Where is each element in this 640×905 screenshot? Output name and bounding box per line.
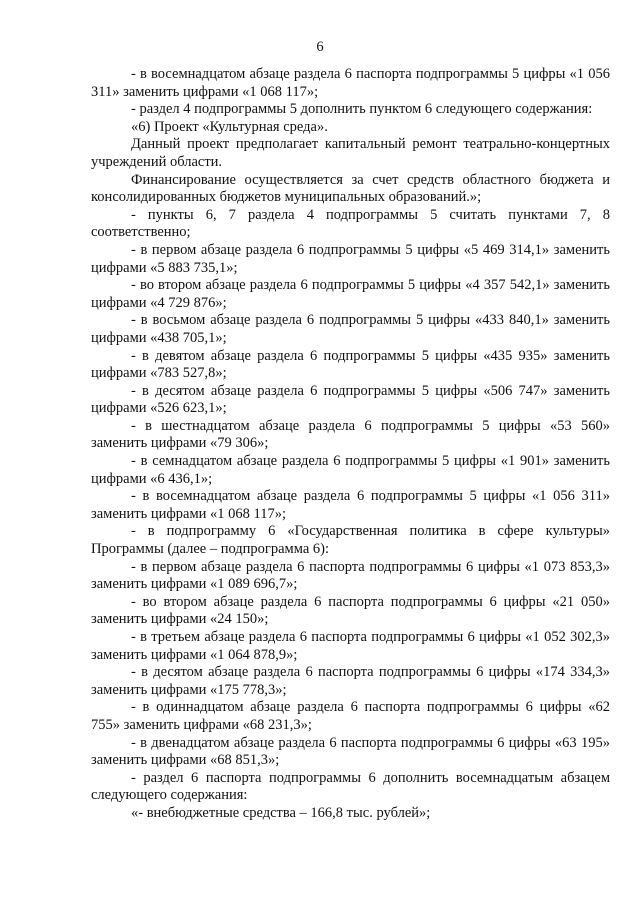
paragraph: - в первом абзаце раздела 6 паспорта подпрограммы 6 цифры «1 073 853,3» заменить цифрами «1 089 696,7»;: [91, 558, 610, 593]
paragraph: - в девятом абзаце раздела 6 подпрограммы 5 цифры «435 935» заменить цифрами «783 527,8»;: [91, 347, 610, 382]
paragraph: - в восемнадцатом абзаце раздела 6 подпрограммы 5 цифры «1 056 311» заменить цифрами «1 068 117»;: [91, 488, 610, 522]
paragraph: - в шестнадцатом абзаце раздела 6 подпрограммы 5 цифры «53 560» заменить цифрами «79 306»;: [91, 417, 610, 452]
page-number: 6: [316, 39, 324, 55]
paragraph: - в первом абзаце раздела 6 подпрограммы 5 цифры «5 469 314,1» заменить цифрами «5 883 735,1»;: [91, 241, 610, 276]
paragraph: - раздел 4 подпрограммы 5 дополнить пунктом 6 следующего содержания:: [131, 101, 593, 118]
paragraph: - в восьмом абзаце раздела 6 подпрограммы 5 цифры «433 840,1» заменить цифрами «438 705,1»;: [91, 312, 610, 346]
paragraph: - во втором абзаце раздела 6 подпрограммы 5 цифры «4 357 542,1» заменить цифрами «4 729 876»;: [91, 277, 610, 311]
paragraph: «- внебюджетные средства – 166,8 тыс. рублей»;: [131, 804, 431, 821]
paragraph: - в десятом абзаце раздела 6 подпрограммы 5 цифры «506 747» заменить цифрами «526 623,1»;: [91, 382, 610, 417]
paragraph: - в подпрограмму 6 «Государственная политика в сфере культуры» Программы (далее – подпрограмма 6):: [91, 523, 610, 558]
paragraph: - в восемнадцатом абзаце раздела 6 паспорта подпрограммы 5 цифры «1 056 311» заменить цифрами «1 068 117»;: [91, 66, 610, 100]
paragraph: - пункты 6, 7 раздела 4 подпрограммы 5 считать пунктами 7, 8 соответственно;: [91, 206, 610, 241]
paragraph: - в одиннадцатом абзаце раздела 6 паспорта подпрограммы 6 цифры «62 755» заменить цифрами «68 231,3»;: [91, 699, 610, 733]
paragraph: - в третьем абзаце раздела 6 паспорта подпрограммы 6 цифры «1 052 302,3» заменить цифрами «1 064 878,9»;: [91, 629, 610, 663]
paragraph: Финансирование осуществляется за счет средств областного бюджета и консолидированных бюджетов муниципальных образований.»;: [91, 171, 610, 206]
document-body: [91, 66, 610, 823]
paragraph: - раздел 6 паспорта подпрограммы 6 дополнить восемнадцатым абзацем следующего содержания:: [91, 769, 610, 804]
paragraph: - в семнадцатом абзаце раздела 6 подпрограммы 5 цифры «1 901» заменить цифрами «6 436,1»;: [91, 453, 610, 487]
paragraph: «6) Проект «Культурная среда».: [131, 118, 328, 135]
paragraph: - во втором абзаце раздела 6 паспорта подпрограммы 6 цифры «21 050» заменить цифрами «24 150»;: [91, 593, 610, 628]
paragraph: - в десятом абзаце раздела 6 паспорта подпрограммы 6 цифры «174 334,3» заменить цифрами «175 778,3»;: [91, 664, 610, 698]
paragraph: - в двенадцатом абзаце раздела 6 паспорта подпрограммы 6 цифры «63 195» заменить цифрами «68 851,3»;: [91, 734, 610, 769]
paragraph: Данный проект предполагает капитальный ремонт театрально-концертных учреждений области.: [91, 136, 610, 170]
